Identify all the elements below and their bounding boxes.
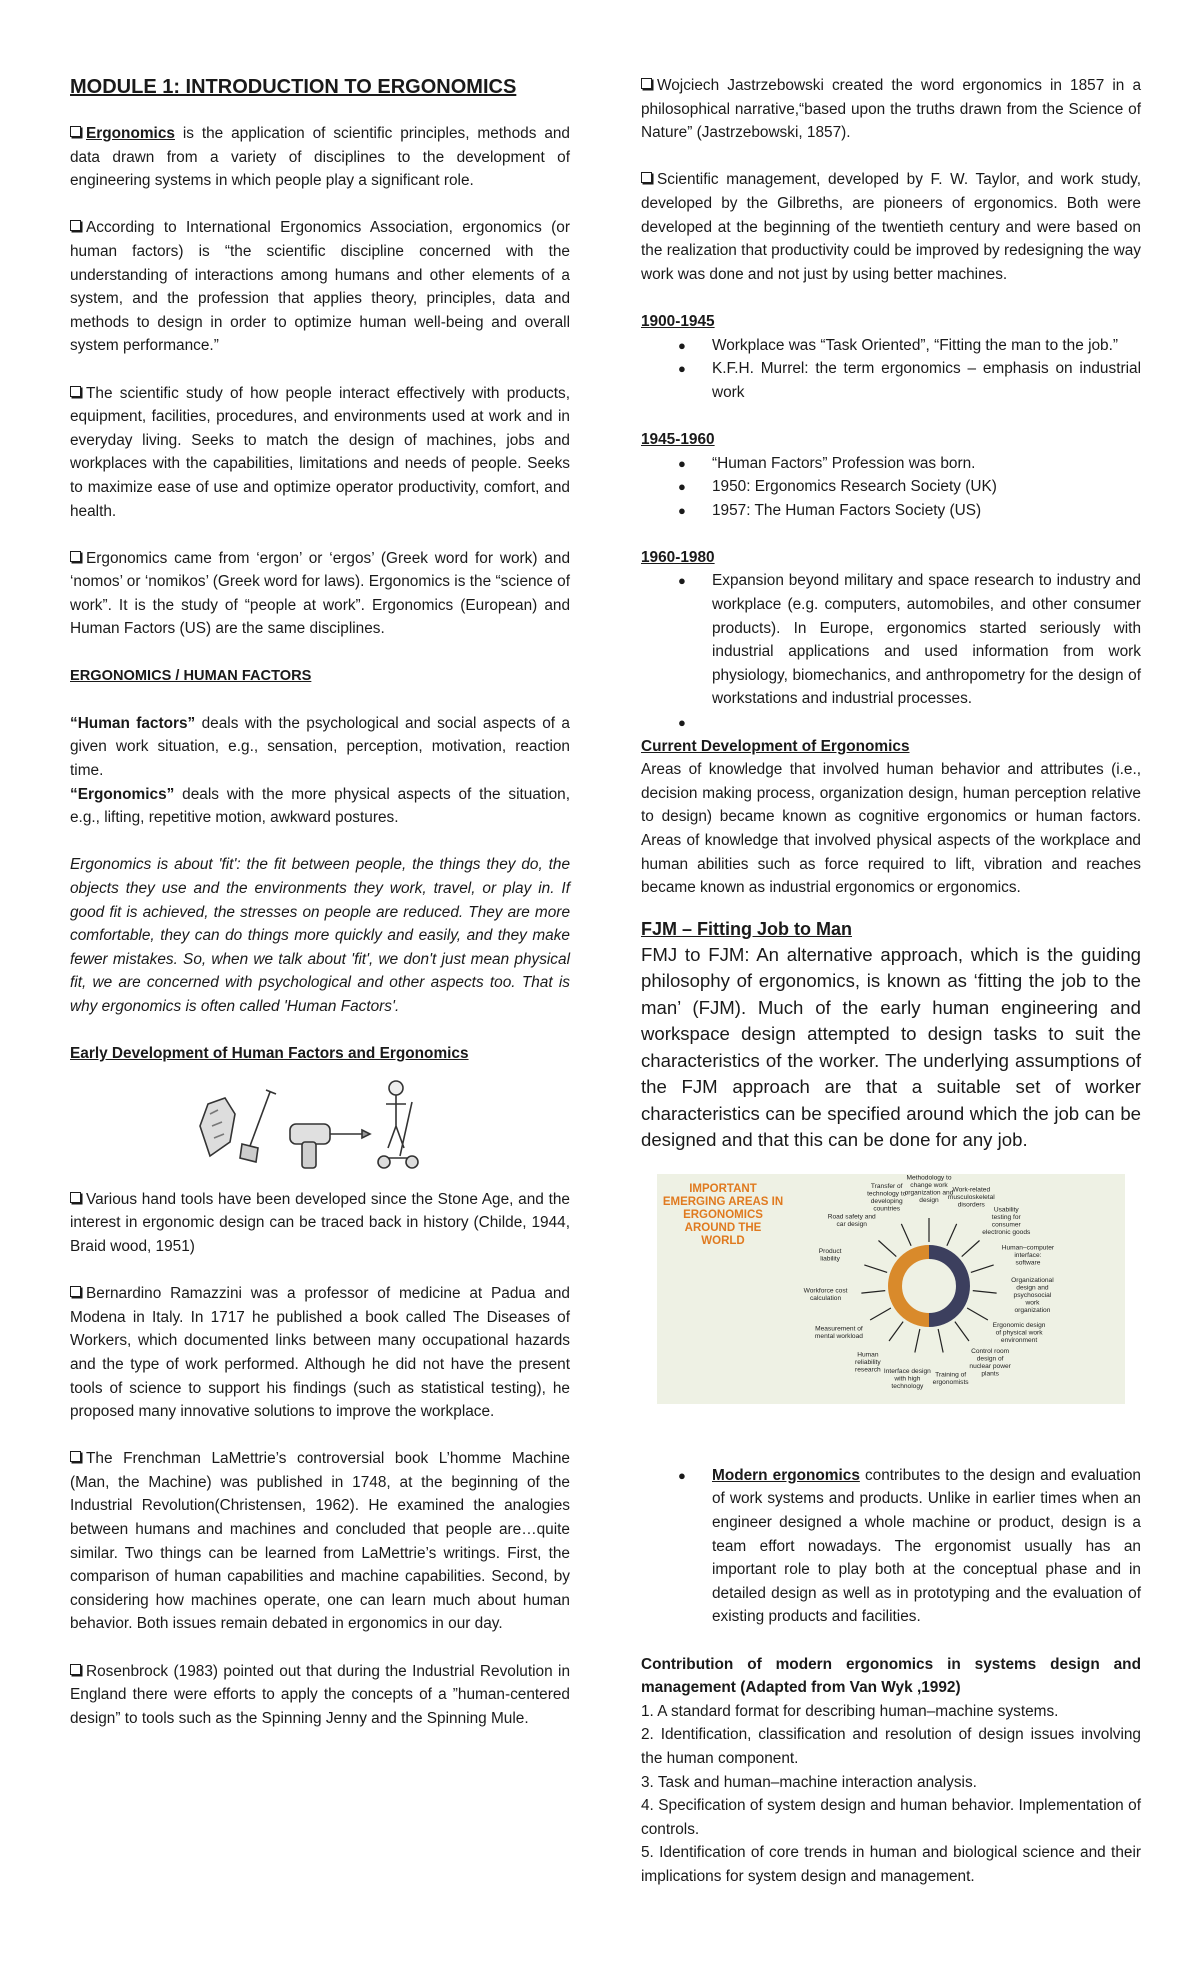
heading-early-development: Early Development of Human Factors and Ergonomics (70, 1045, 469, 1063)
heading-current-development: Current Development of Ergonomics (641, 737, 910, 755)
stone-axe-icon (200, 1098, 235, 1156)
list-item: ● 1957: The Human Factors Society (US) (678, 501, 982, 519)
heading-ergonomics-human-factors: ERGONOMICS / HUMAN FACTORS (70, 667, 312, 684)
list-item: ● Workplace was “Task Oriented”, “Fitting the man to the job.” (678, 336, 1119, 354)
area-label: Ergonomic design of physical work environment (992, 1321, 1046, 1344)
figure-title-line: IMPORTANT (689, 1182, 757, 1195)
spoke-arrow (973, 1290, 997, 1293)
contribution-item: 4. Specification of system design and human behavior. Implementation of controls. (641, 1797, 1141, 1838)
area-label: Methodology to change work organization and design (904, 1174, 954, 1204)
spoke-arrow (938, 1329, 943, 1352)
paragraph-lamettrie: The Frenchman LaMettrie’s controversial book L’homme Machine (Man, the Machine) was published in 1748, at the beginning of the Industrial Revolution(Christensen, 1962). He examined the analogies between humans and machines and concluded that people are…quite similar. Two things can be learned from LaMettrie’s writings. First, the comparison of human capabilities and machine capabilities. Second, by considering how machines operate, one can learn much about human behavior. Both issues remain debated in ergonomics in our day. (70, 1450, 570, 1633)
paragraph-human-factors: “Human factors” deals with the psychological and social aspects of a given work situation, e.g., sensation, perception, motivation, reaction time. (70, 714, 570, 780)
checkbox-bullet-icon (70, 1286, 81, 1297)
area-label: Control room design of nuclear power plants (969, 1347, 1011, 1378)
period2-list (641, 452, 1141, 523)
paragraph-current-development: Areas of knowledge that involved human behavior and attributes (i.e., decision making process, organization design, human perception relative to design) became known as cognitive ergonomics or human factors. Areas of knowledge that involved physical aspects of the workplace and human abilities such as force required to lift, vibration and reaches became known as industrial ergonomics or ergonomics. (641, 761, 1141, 897)
heading-fjm: FJM – Fitting Job to Man (641, 918, 852, 939)
period3-list (641, 569, 1141, 734)
ring-orange-half (895, 1252, 929, 1320)
checkbox-bullet-icon (70, 220, 81, 231)
contribution-item: 5. Identification of core trends in human and biological science and their implications for system design and management. (641, 1844, 1141, 1885)
heading-period-1945-1960: 1945-1960 (641, 430, 715, 448)
right-column (641, 74, 1141, 1888)
list-item: ● 1950: Ergonomics Research Society (UK) (678, 478, 997, 496)
figure-title-line: AROUND THE (684, 1221, 762, 1234)
period1-list (641, 334, 1141, 405)
spoke-arrow (955, 1321, 969, 1340)
area-label: Interface design with high technology (883, 1367, 931, 1390)
spoke-arrow (864, 1265, 887, 1272)
list-item: ● K.F.H. Murrel: the term ergonomics – emphasis on industrial work (678, 360, 1141, 401)
area-label: Organizational design and psychosocial work organization (1011, 1276, 1054, 1314)
emerging-areas-diagram (657, 1174, 1125, 1404)
area-label: Transfer of technology to developing countries (867, 1182, 907, 1213)
area-label: Usability testing for consumer electronic goods (982, 1206, 1031, 1236)
spoke-arrow (878, 1240, 896, 1256)
list-item: ● Modern ergonomics contributes to the design and evaluation of work systems and products. Unlike in earlier times when an engineer designed a whole machine or product, design is a team effort nowadays. The ergonomist usually has an important role to play both at the conceptual phase and in detailed design as well as in prototyping and the evaluation of existing products and facilities. (678, 1466, 1141, 1626)
area-label: Training of ergonomists (932, 1371, 969, 1386)
spoke-arrow (889, 1321, 903, 1340)
checkbox-bullet-icon (70, 1664, 81, 1675)
contribution-item: 2. Identification, classification and resolution of design issues involving the human component. (641, 1726, 1141, 1767)
contribution-item: 3. Task and human–machine interaction analysis. (641, 1773, 977, 1791)
paragraph-ergonomics-definition: Ergonomics is the application of scientific principles, methods and data drawn from a variety of disciplines to the development of engineering systems in which people play a significant role. (70, 125, 570, 190)
list-item: ● Expansion beyond military and space research to industry and workplace (e.g. computers, automobiles, and other consumer products). In Europe, ergonomics started seriously with industrial applications and used information from work physiology, biomechanics, and anthropometry for the design of workstations and industrial processes. (678, 572, 1141, 708)
heading-period-1900-1945: 1900-1945 (641, 312, 715, 330)
figure-title-line: WORLD (701, 1234, 745, 1247)
checkbox-bullet-icon (70, 126, 81, 137)
spoke-arrow (901, 1224, 911, 1246)
modern-ergonomics-list (641, 1464, 1141, 1629)
list-item: ● (678, 715, 686, 731)
area-label: Product liability (818, 1247, 842, 1263)
contribution-item: 1. A standard format for describing human–machine systems. (641, 1702, 1059, 1720)
checkbox-bullet-icon (70, 386, 81, 397)
paragraph-scientific-study: The scientific study of how people interact effectively with products, equipment, facilities, procedures, and environments used at work and in everyday living. Seeks to match the design of machines, jobs and workplaces with the capabilities, limitations and needs of people. Seeks to maximize ease of use and optimize operator productivity, comfort, and health. (70, 384, 570, 520)
ring-navy-half (929, 1252, 963, 1320)
checkbox-bullet-icon (641, 172, 652, 183)
area-label: Measurement of mental workload (814, 1325, 863, 1340)
checkbox-bullet-icon (641, 78, 652, 89)
paragraph-ramazzini: Bernardino Ramazzini was a professor of medicine at Padua and Modena in Italy. In 1717 he published a book called The Diseases of Workers, which documented links between many occupational hazards and the type of work performed. Although he did not have the present tools of science to support his findings (such as statistical testing), he proposed many innovative solutions to improve the workplace. (70, 1285, 570, 1421)
emerging-areas-figure (657, 1174, 1125, 1404)
spoke-arrow (870, 1308, 891, 1320)
spoke-arrow (861, 1290, 885, 1293)
paragraph-scientific-management: Scientific management, developed by F. W. Taylor, and work study, developed by the Gilbreths, are pioneers of ergonomics. Both were developed at the beginning of the twentieth century and were based on the realization that productivity could be improved by redesigning the way work was done and not just by using better machines. (641, 171, 1141, 283)
checkbox-bullet-icon (70, 1451, 81, 1462)
paragraph-fit-italic: Ergonomics is about 'fit': the fit between people, the things they do, the objects they use and the environments they work, travel, or play in. If good fit is achieved, the stresses on people are reduced. They are more comfortable, they can do things more quickly and easily, and they make fewer mistakes. So, when we talk about 'fit', we don't just mean physical fit, we are concerned with psychological and other aspects too. That is why ergonomics is often called 'Human Factors'. (70, 856, 570, 1015)
paragraph-jastrzebowski: Wojciech Jastrzebowski created the word ergonomics in 1857 in a philosophical narrative,“based upon the truths drawn from the Science of Nature” (Jastrzebowski, 1857). (641, 77, 1141, 142)
power-drill-icon (290, 1124, 370, 1168)
area-label: Human–computer interface: software (1001, 1244, 1055, 1267)
heading-period-1960-1980: 1960-1980 (641, 548, 715, 566)
hand-tools-drawing (70, 1074, 570, 1174)
paragraph-iea-definition: According to International Ergonomics Association, ergonomics (or human factors) is “the scientific discipline concerned with the understanding of interactions among humans and other elements of a system, and the profession that applies theory, principles, data and methods to design in order to optimize human well-being and overall system performance.” (70, 219, 570, 355)
area-label: Human reliability research (855, 1351, 881, 1374)
paragraph-fjm: FMJ to FJM: An alternative approach, which is the guiding philosophy of ergonomics, is known as ‘fitting the job to the man’ (FJM). Much of the early human engineering and workspace design attempted to design tasks to suit the characteristics of the worker. The underlying assumptions of the FJM approach are that a suitable set of worker characteristics can be specified around which the job can be designed and that this can be done for any job. (641, 943, 1141, 1151)
checkbox-bullet-icon (70, 551, 81, 562)
spoke-arrow (915, 1329, 920, 1352)
paragraph-hand-tools: Various hand tools have been developed since the Stone Age, and the interest in ergonomic design can be traced back in history (Childe, 1944, Braid wood, 1951) (70, 1190, 570, 1255)
figure-title-line: ERGONOMICS (683, 1208, 763, 1221)
left-column (70, 74, 570, 1730)
checkbox-bullet-icon (70, 1192, 81, 1203)
area-label: Workforce cost calculation (803, 1287, 848, 1302)
paragraph-ergonomics-physical: “Ergonomics” deals with the more physical aspects of the situation, e.g., lifting, repetitive motion, awkward postures. (70, 785, 570, 827)
paragraph-etymology: Ergonomics came from ‘ergon’ or ‘ergos’ (Greek word for work) and ‘nomos’ or ‘nomikos’ (Greek word for laws). Ergonomics is the “science of work”. It is the study of “people at work”. Ergonomics (European) and Human Factors (US) are the same disciplines. (70, 549, 570, 638)
spoke-arrow (947, 1224, 957, 1246)
page-title: MODULE 1: INTRODUCTION TO ERGONOMICS (70, 76, 517, 98)
area-label: Work-related musculoskeletal disorders (947, 1186, 995, 1209)
contribution-section (641, 1653, 1141, 1889)
tools-illustration (70, 1074, 570, 1174)
spoke-arrow (962, 1240, 980, 1256)
list-item: ● “Human Factors” Profession was born. (678, 454, 976, 472)
paragraph-rosenbrock: Rosenbrock (1983) pointed out that during the Industrial Revolution in England there were efforts to apply the concepts of a ”human-centered design” to tools such as the Spinning Jenny and the Spinning Mule. (70, 1662, 570, 1727)
area-label: Road safety and car design (827, 1213, 876, 1228)
shovel-icon (240, 1090, 276, 1162)
spoke-arrow (971, 1265, 994, 1272)
figure-title-line: EMERGING AREAS IN (662, 1195, 784, 1208)
spoke-arrow (967, 1308, 988, 1320)
segway-rider-icon (378, 1081, 418, 1168)
heading-contribution: Contribution of modern ergonomics in systems design and management (Adapted from Van Wyk ,1992) (641, 1655, 1141, 1697)
